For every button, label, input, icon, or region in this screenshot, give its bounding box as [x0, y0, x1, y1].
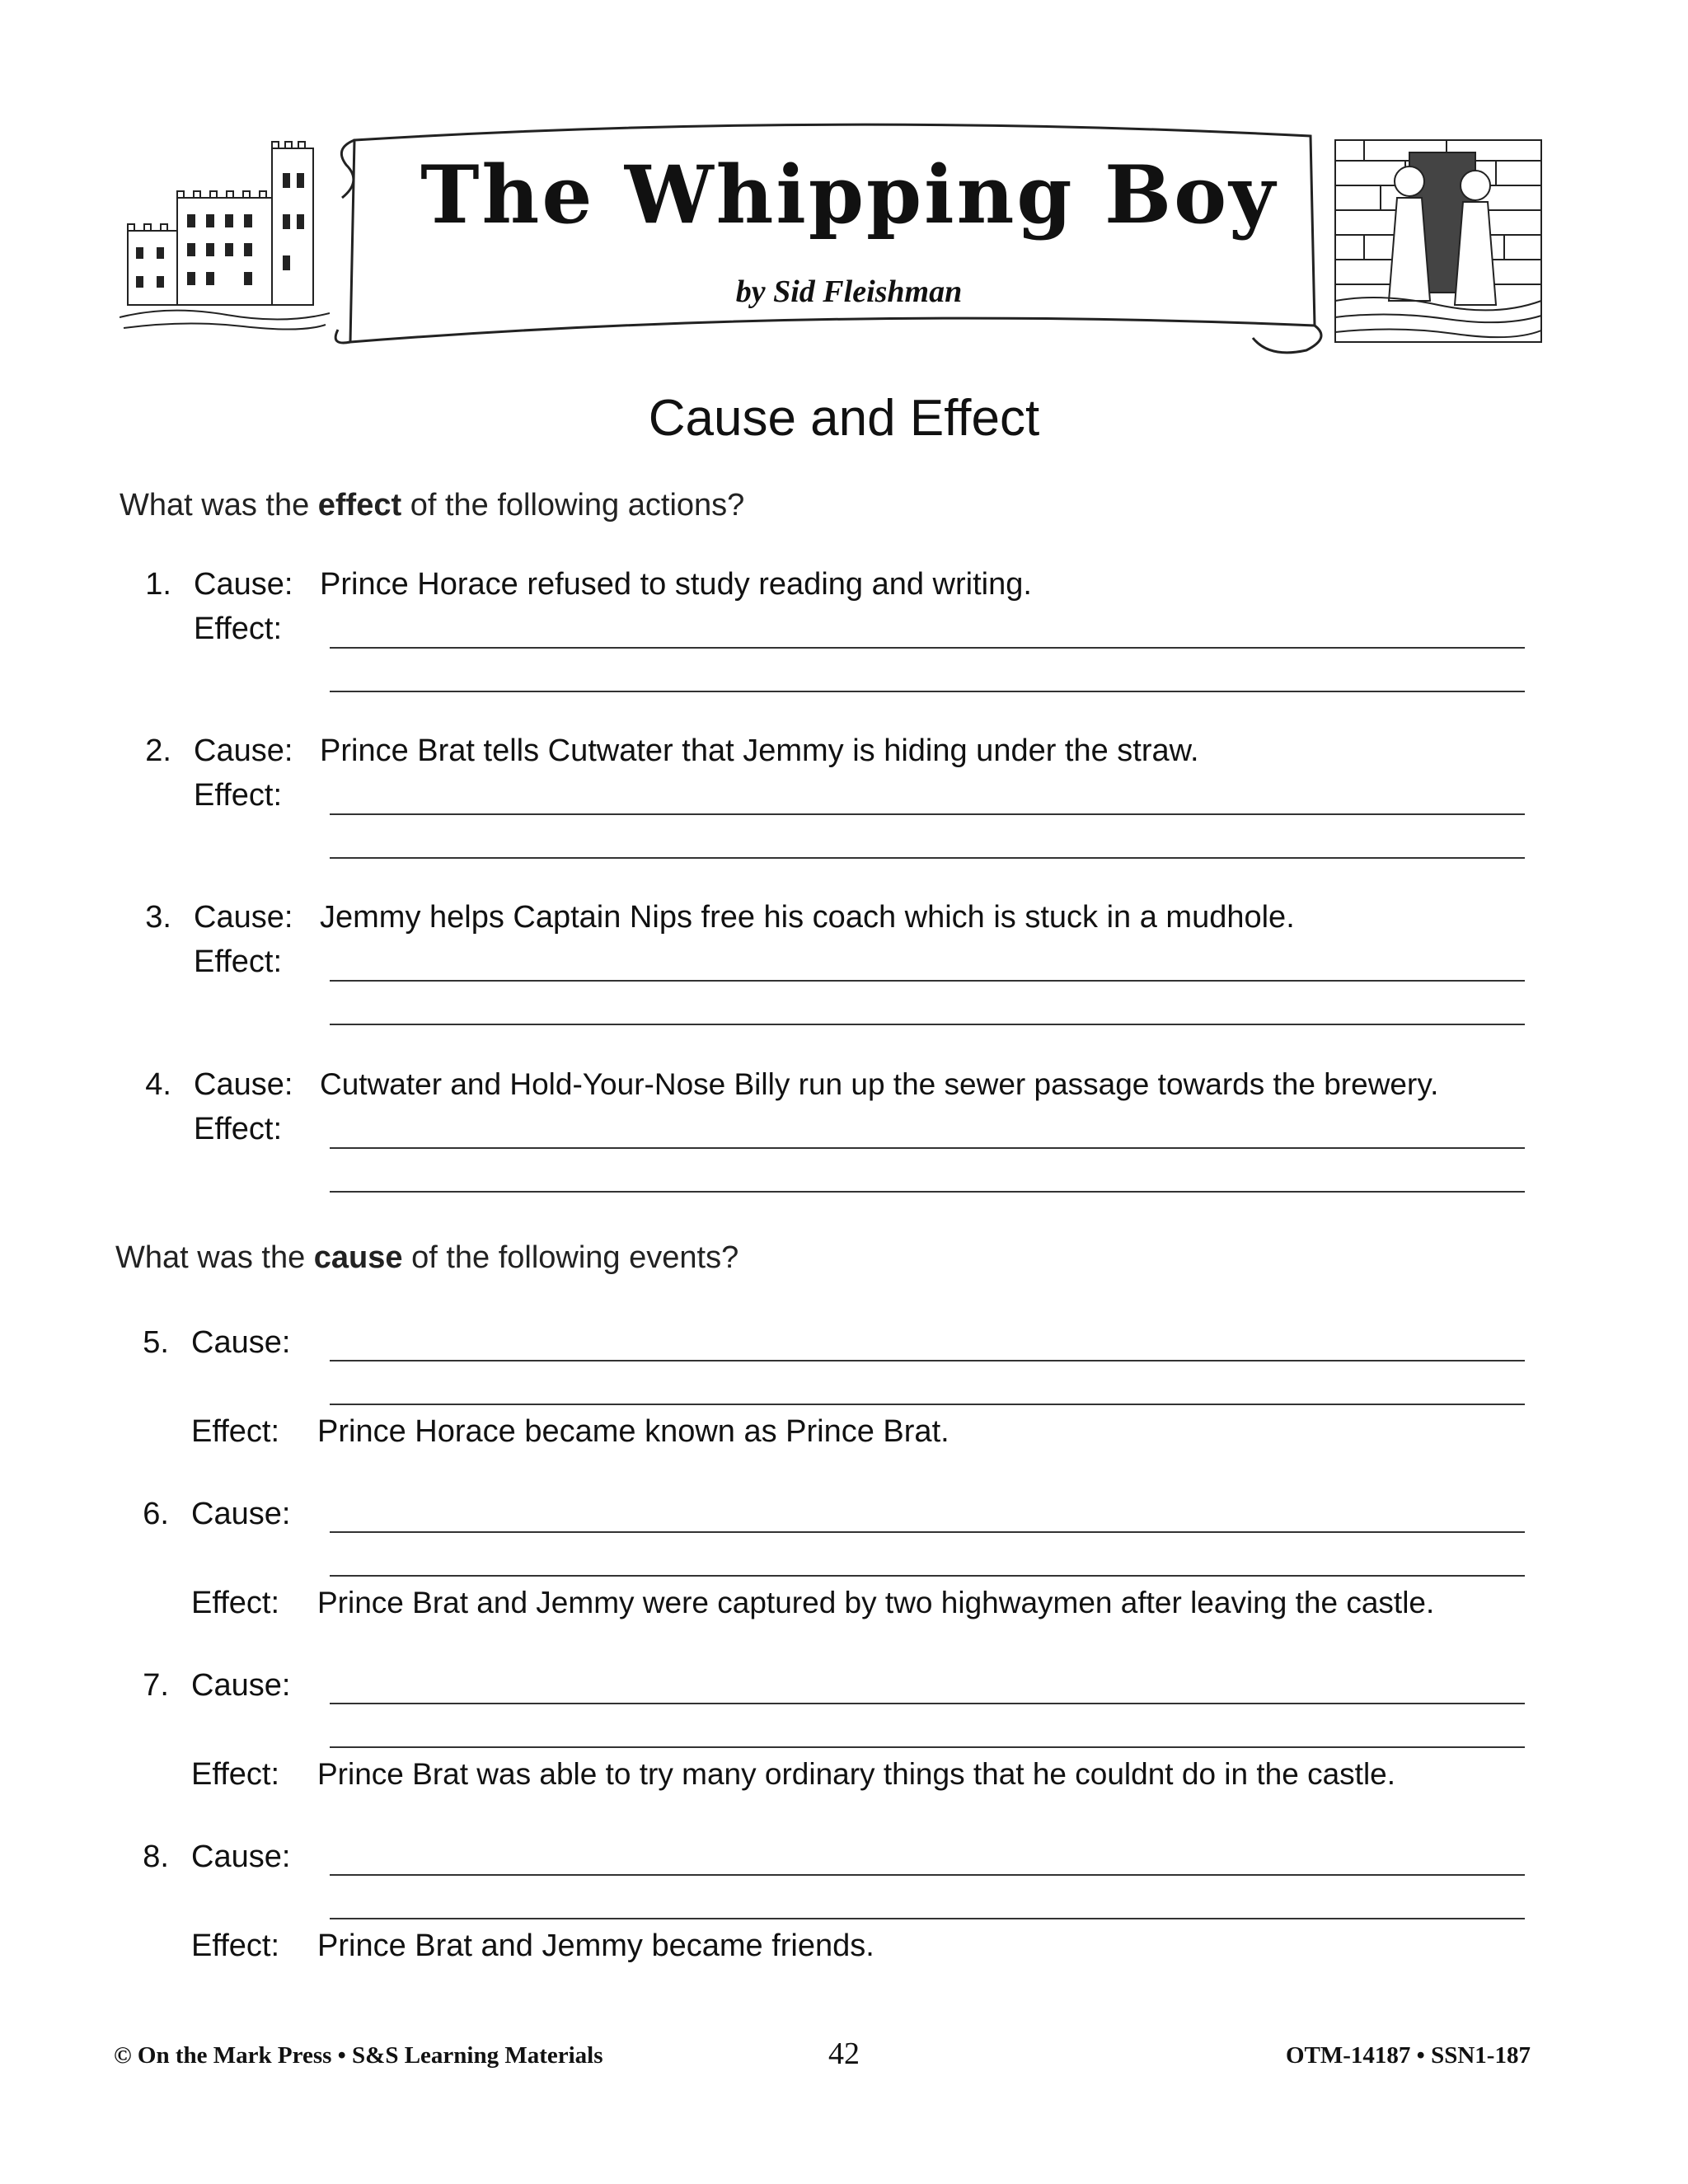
- book-author: by Sid Fleishman: [735, 274, 963, 309]
- effect-text: Prince Brat and Jemmy became friends.: [317, 1929, 874, 1963]
- answer-line[interactable]: [330, 1703, 1525, 1704]
- cause-text: Cutwater and Hold-Your-Nose Billy run up the sewer passage towards the brewery.: [320, 1067, 1439, 1101]
- answer-line[interactable]: [330, 1874, 1525, 1876]
- characters-illustration: [1331, 136, 1545, 346]
- answer-line[interactable]: [330, 1918, 1525, 1919]
- effect-text: Prince Brat and Jemmy were captured by two highwaymen after leaving the castle.: [317, 1586, 1435, 1619]
- worksheet-title: Cause and Effect: [648, 390, 1040, 447]
- cause-label: Cause:: [191, 1497, 291, 1531]
- effect-label: Effect:: [194, 944, 283, 979]
- footer-product-code: OTM-14187 • SSN1-187: [1286, 2042, 1531, 2069]
- answer-line[interactable]: [330, 857, 1525, 859]
- effect-label: Effect:: [191, 1414, 280, 1449]
- cause-label: Cause:: [191, 1668, 291, 1703]
- answer-line[interactable]: [330, 1746, 1525, 1748]
- effect-label: Effect:: [194, 778, 283, 813]
- effect-label: Effect:: [194, 1112, 283, 1146]
- effect-section-instruction: What was the effect of the following actions?: [120, 488, 745, 523]
- item-number: 3.: [145, 900, 171, 935]
- cause-text: Prince Brat tells Cutwater that Jemmy is hiding under the straw.: [320, 733, 1199, 768]
- answer-line[interactable]: [330, 1024, 1525, 1025]
- cause-label: Cause:: [194, 900, 293, 935]
- cause-label: Cause:: [194, 733, 293, 768]
- answer-line[interactable]: [330, 1404, 1525, 1405]
- cause-text: Prince Horace refused to study reading and writing.: [320, 567, 1032, 602]
- answer-line[interactable]: [330, 647, 1525, 649]
- answer-line[interactable]: [330, 1191, 1525, 1193]
- answer-line[interactable]: [330, 1360, 1525, 1361]
- item-number: 7.: [143, 1668, 169, 1703]
- answer-line[interactable]: [330, 1575, 1525, 1577]
- effect-label: Effect:: [191, 1586, 280, 1620]
- cause-label: Cause:: [191, 1840, 291, 1874]
- effect-label: Effect:: [194, 612, 283, 646]
- effect-text: Prince Brat was able to try many ordinary things that he couldnt do in the castle.: [317, 1757, 1396, 1791]
- cause-label: Cause:: [194, 1067, 293, 1102]
- answer-line[interactable]: [330, 980, 1525, 982]
- book-title: The Whipping Boy: [420, 148, 1278, 241]
- item-number: 6.: [143, 1497, 169, 1531]
- cause-label: Cause:: [194, 567, 293, 602]
- cause-label: Cause:: [191, 1325, 291, 1360]
- page-number: 42: [828, 2036, 860, 2071]
- item-number: 8.: [143, 1840, 169, 1874]
- answer-line[interactable]: [330, 1531, 1525, 1533]
- cause-text: Jemmy helps Captain Nips free his coach which is stuck in a mudhole.: [320, 900, 1295, 935]
- effect-label: Effect:: [191, 1929, 280, 1963]
- answer-line[interactable]: [330, 813, 1525, 815]
- effect-label: Effect:: [191, 1757, 280, 1792]
- item-number: 5.: [143, 1325, 169, 1360]
- castle-illustration: [120, 140, 330, 338]
- item-number: 1.: [145, 567, 171, 602]
- footer-publisher: © On the Mark Press • S&S Learning Materials: [114, 2042, 603, 2069]
- answer-line[interactable]: [330, 691, 1525, 692]
- effect-text: Prince Horace became known as Prince Brat.: [317, 1414, 950, 1449]
- item-number: 2.: [145, 733, 171, 768]
- cause-section-instruction: What was the cause of the following events?: [115, 1240, 739, 1275]
- item-number: 4.: [145, 1067, 171, 1102]
- answer-line[interactable]: [330, 1147, 1525, 1149]
